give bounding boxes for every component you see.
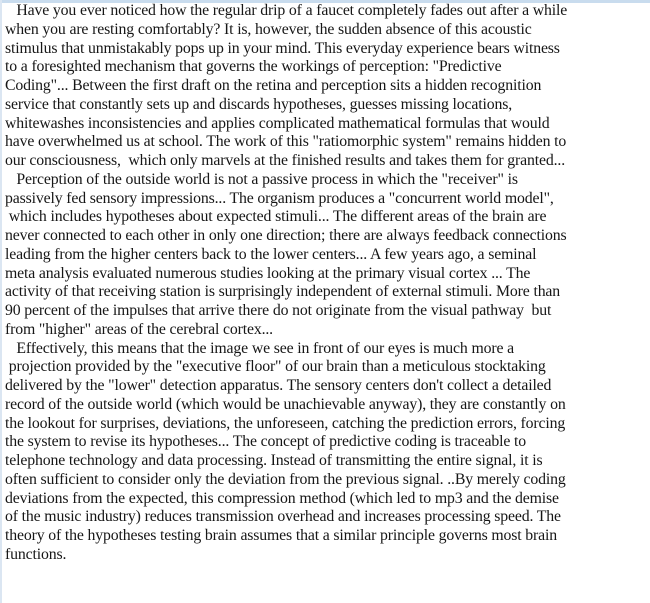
text-line: stimulus that unmistakably pops up in your mind. This everyday experience bears witness: [5, 39, 560, 57]
text-line: never connected to each other in only one direction; there are always feedback connections: [5, 227, 567, 244]
text-line: to a foresighted mechanism that governs the workings of perception: "Predictive: [5, 58, 502, 76]
text-line: the lookout for surprises, deviations, the unforeseen, catching the prediction errors, forcing: [5, 414, 566, 432]
text-line: service that constantly sets up and discards hypotheses, guesses missing locations,: [5, 95, 513, 113]
left-border: [0, 0, 2, 603]
text-line: when you are resting comfortably? It is, however, the sudden absence of this acoustic: [5, 20, 532, 38]
text-line: Effectively, this means that the image we see in front of our eyes is much more a: [5, 339, 514, 357]
text-line: Coding"... Between the first draft on the retina and perception sits a hidden recognition: [5, 77, 542, 94]
text-line: meta analysis evaluated numerous studies looking at the primary visual cortex ... The: [5, 264, 531, 282]
text-line: delivered by the "lower" detection apparatus. The sensory centers don't collect a detailed: [5, 377, 552, 394]
text-line: passively fed sensory impressions... The organism produces a "concurrent world model",: [5, 189, 554, 207]
text-line: activity of that receiving station is surprisingly independent of external stimuli. More than: [5, 283, 561, 301]
text-line: functions.: [5, 545, 67, 563]
body-text: [5, 2, 649, 565]
text-line: theory of the hypotheses testing brain assumes that a similar principle governs most brain: [5, 527, 557, 544]
text-line: record of the outside world (which would be unachievable anyway), they are constantly on: [5, 395, 566, 413]
text-line: telephone technology and data processing. Instead of transmitting the entire signal, it is: [5, 452, 543, 469]
text-line: which includes hypotheses about expected stimuli... The different areas of the brain are: [5, 208, 547, 226]
text-line: whitewashes inconsistencies and applies complicated mathematical formulas that would: [5, 114, 550, 132]
text-line: 90 percent of the impulses that arrive there do not originate from the visual pathway but: [5, 302, 552, 319]
text-line: have overwhelmed us at school. The work of this "ratiomorphic system" remains hidden to: [5, 133, 567, 151]
text-line: our consciousness, which only marvels at the finished results and takes them for granted...: [5, 152, 566, 169]
text-line: Have you ever noticed how the regular drip of a faucet completely fades out after a while: [5, 2, 568, 19]
text-line: Perception of the outside world is not a passive process in which the "receiver" is: [5, 170, 518, 188]
text-line: of the music industry) reduces transmission overhead and increases processing speed. The: [5, 508, 561, 526]
text-line: deviations from the expected, this compression method (which led to mp3 and the demise: [5, 489, 559, 507]
text-line: the system to revise its hypotheses... The concept of predictive coding is traceable to: [5, 433, 526, 451]
text-line: often sufficient to consider only the deviation from the previous signal. ..By merely coding: [5, 470, 566, 488]
text-line: projection provided by the "executive floor" of our brain than a meticulous stocktaking: [5, 358, 546, 376]
text-line: from "higher" areas of the cerebral cortex...: [5, 320, 273, 338]
text-line: leading from the higher centers back to the lower centers... A few years ago, a seminal: [5, 245, 537, 263]
